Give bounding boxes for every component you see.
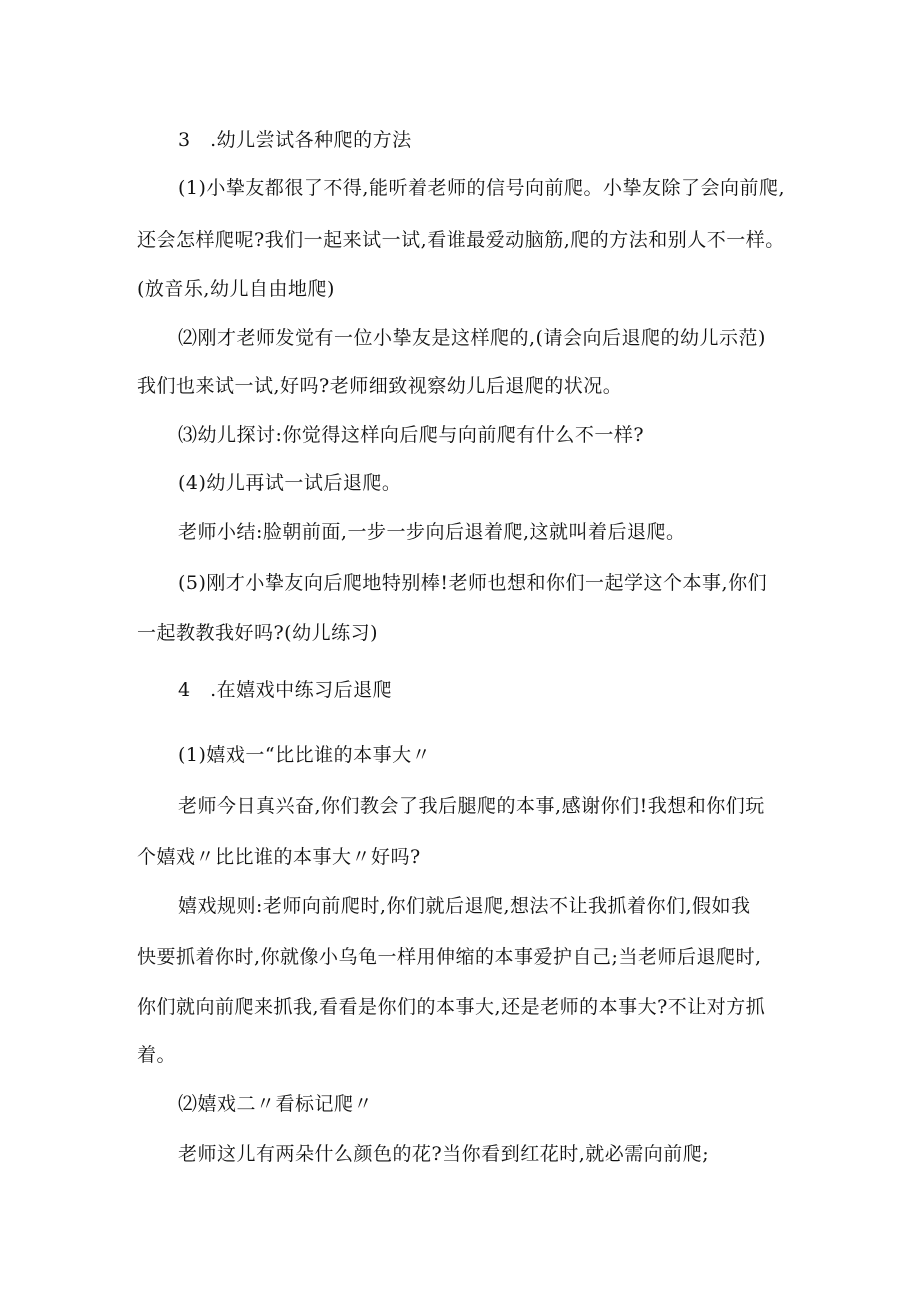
paragraph-line: 还会怎样爬呢?我们一起来试一试,看谁最爱动脑筋,爬的方法和别人不一样。: [137, 229, 785, 251]
paragraph-line: 个嬉戏〃比比谁的本事大〃好吗?: [137, 846, 421, 868]
paragraph-line: (5)刚才小挚友向后爬地特别棒!老师也想和你们一起学这个本事,你们: [178, 572, 768, 594]
paragraph-line: 嬉戏规则:老师向前爬时,你们就后退爬,想法不让我抓着你们,假如我: [178, 895, 751, 917]
paragraph-line: 你们就向前爬来抓我,看看是你们的本事大,还是老师的本事大?不让对方抓: [137, 996, 766, 1018]
paragraph-line: (1)嬉戏一“比比谁的本事大〃: [178, 744, 432, 766]
paragraph-line: 着。: [137, 1044, 177, 1066]
paragraph-line: 老师今日真兴奋,你们教会了我后腿爬的本事,感谢你们!我想和你们玩: [178, 795, 765, 817]
paragraph-line: (放音乐,幼儿自由地爬): [137, 278, 335, 300]
paragraph-line: 我们也来试一试,好吗?老师细致视察幼儿后退爬的状况。: [137, 375, 623, 397]
section-heading-3: 3 .幼儿尝试各种爬的方法: [178, 129, 412, 151]
paragraph-line: 一起教教我好吗?(幼儿练习): [137, 622, 379, 644]
paragraph-line: 老师小结:脸朝前面,一步一步向后退着爬,这就叫着后退爬。: [178, 521, 686, 543]
paragraph-line: (1)小挚友都很了不得,能听着老师的信号向前爬。小挚友除了会向前爬,: [178, 177, 785, 199]
paragraph-line: ⑶幼儿探讨:你觉得这样向后爬与向前爬有什么不一样?: [178, 424, 645, 446]
section-heading-4: 4 .在嬉戏中练习后退爬: [178, 679, 393, 701]
paragraph-line: ⑵刚才老师发觉有一位小挚友是这样爬的,(请会向后退爬的幼儿示范): [178, 327, 766, 349]
paragraph-line: 快要抓着你时,你就像小乌龟一样用伸缩的本事爱护自己;当老师后退爬时,: [137, 946, 762, 968]
paragraph-line: 老师这儿有两朵什么颜色的花?当你看到红花时,就必需向前爬;: [178, 1143, 710, 1165]
paragraph-line: ⑵嬉戏二〃看标记爬〃: [178, 1093, 374, 1115]
paragraph-line: (4)幼儿再试一试后退爬。: [178, 472, 402, 494]
